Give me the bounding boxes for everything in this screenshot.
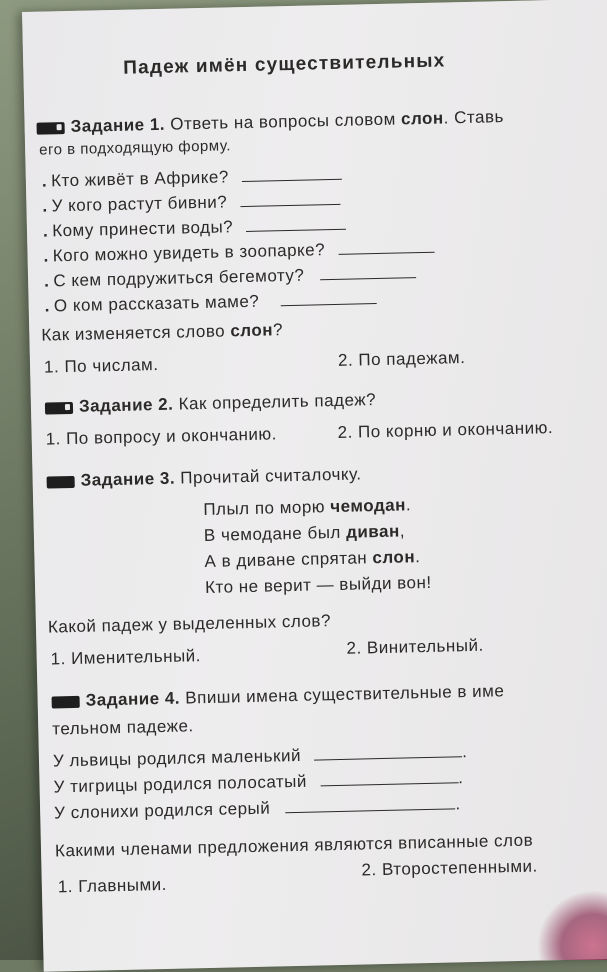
- task3-question: Какой падеж у выделенных слов?: [47, 611, 332, 637]
- task1-followup-mark: ?: [272, 320, 284, 340]
- poem-punct: .: [405, 495, 412, 515]
- poem-text: А в диване спрятан: [204, 548, 373, 571]
- task4-option-2[interactable]: 2. Второстепенными.: [361, 856, 538, 880]
- poem-text: Кто не верит — выйди вон!: [204, 572, 432, 597]
- answer-line[interactable]: [320, 781, 458, 786]
- page-title: Падеж имён существительных: [123, 50, 446, 79]
- task1-question-row: . У кого растут бивни?: [42, 190, 340, 217]
- answer-line[interactable]: [241, 203, 341, 207]
- task1-followup-text: Как изменяется слово: [41, 321, 226, 345]
- task1-followup: [41, 320, 283, 345]
- task3-label: Задание 3.: [80, 468, 176, 490]
- task2-label: Задание 2.: [78, 394, 174, 416]
- task4-label: Задание 4.: [85, 688, 181, 710]
- task1-question-row: . С кем подружиться бегемоту?: [44, 263, 416, 291]
- task3-header: [46, 464, 361, 491]
- task1-keyword: слон: [400, 108, 444, 129]
- task1-question-row: . Кто живёт в Африке?: [42, 165, 343, 192]
- answer-line[interactable]: [281, 302, 377, 306]
- pencil-icon: [37, 122, 65, 135]
- poem-line: [203, 495, 411, 520]
- task3-option-2[interactable]: 2. Винительный.: [346, 635, 484, 658]
- task4-sentence: У слонихи родился серый: [53, 798, 271, 823]
- poem-highlight: диван: [345, 521, 400, 542]
- task4-sentence: У львицы родился маленький: [52, 745, 302, 771]
- task2-question: Как определить падеж?: [178, 390, 377, 414]
- corner-decoration: [537, 890, 607, 960]
- task1-label: Задание 1.: [70, 114, 166, 136]
- task4-question: Какими членами предложения являются вписанные слов: [54, 830, 534, 861]
- task4-sentence: У тигрицы родился полосатый: [53, 771, 308, 797]
- task1-question: Кто живёт в Африке?: [50, 167, 230, 191]
- poem-highlight: слон: [372, 547, 416, 568]
- task1-question: Кому принести воды?: [51, 217, 234, 241]
- answer-line[interactable]: [320, 276, 416, 280]
- poem-text: Плыл по морю: [203, 497, 331, 520]
- task3-option-1[interactable]: 1. Именительный.: [50, 646, 202, 669]
- poem-line: [204, 547, 420, 572]
- poem-highlight: чемодан: [330, 495, 407, 517]
- task4-sentence-row: У тигрицы родился полосатый .: [53, 768, 464, 797]
- task2-option-2[interactable]: 2. По корню и окончанию.: [337, 418, 554, 442]
- answer-line[interactable]: [242, 178, 342, 182]
- task1-instruction-a: Ответь на вопросы словом: [170, 109, 396, 134]
- task1-question-row: . О ком рассказать маме?: [44, 289, 376, 317]
- pencil-icon: [52, 695, 80, 708]
- task4-instruction-line1: Впиши имена существительные в име: [185, 681, 505, 708]
- workbook-page: [22, 0, 607, 972]
- task1-option-1[interactable]: 1. По числам.: [43, 354, 159, 377]
- task1-question: С кем подружиться бегемоту?: [53, 265, 305, 291]
- task2-header: [45, 390, 377, 418]
- task1-question: О ком рассказать маме?: [53, 291, 260, 316]
- task1-instruction-line2: его в подходящую форму.: [38, 137, 232, 159]
- answer-line[interactable]: [314, 755, 462, 760]
- task1-question: У кого растут бивни?: [51, 192, 228, 216]
- task1-question-row: . Кому принести воды?: [43, 215, 347, 242]
- answer-line[interactable]: [246, 228, 346, 232]
- task4-sentence-row: У львицы родился маленький .: [52, 742, 468, 771]
- task4-header: [51, 681, 504, 711]
- task2-option-1[interactable]: 1. По вопросу и окончанию.: [45, 424, 278, 449]
- poem-line: [205, 573, 432, 598]
- task4-sentence-row: У слонихи родился серый .: [53, 794, 461, 823]
- pencil-icon: [47, 475, 75, 488]
- poem-line: [204, 521, 406, 546]
- task1-instruction-b: . Ставь: [443, 107, 505, 128]
- answer-line[interactable]: [338, 251, 434, 255]
- task1-option-2[interactable]: 2. По падежам.: [337, 348, 466, 370]
- pencil-icon: [45, 401, 73, 414]
- answer-line[interactable]: [286, 807, 456, 813]
- task1-header: [36, 107, 504, 138]
- task4-instruction-line2: тельном падеже.: [52, 716, 194, 739]
- task3-instruction: Прочитай считалочку.: [180, 464, 362, 488]
- task1-question-row: . Кого можно увидеть в зоопарке?: [43, 238, 434, 267]
- poem-punct: ,: [399, 521, 406, 541]
- poem-text: В чемодане был: [203, 522, 347, 546]
- task4-option-1[interactable]: 1. Главными.: [57, 874, 168, 897]
- task1-question: Кого можно увидеть в зоопарке?: [52, 240, 326, 266]
- task1-followup-keyword: слон: [230, 320, 274, 341]
- poem-punct: .: [414, 547, 421, 567]
